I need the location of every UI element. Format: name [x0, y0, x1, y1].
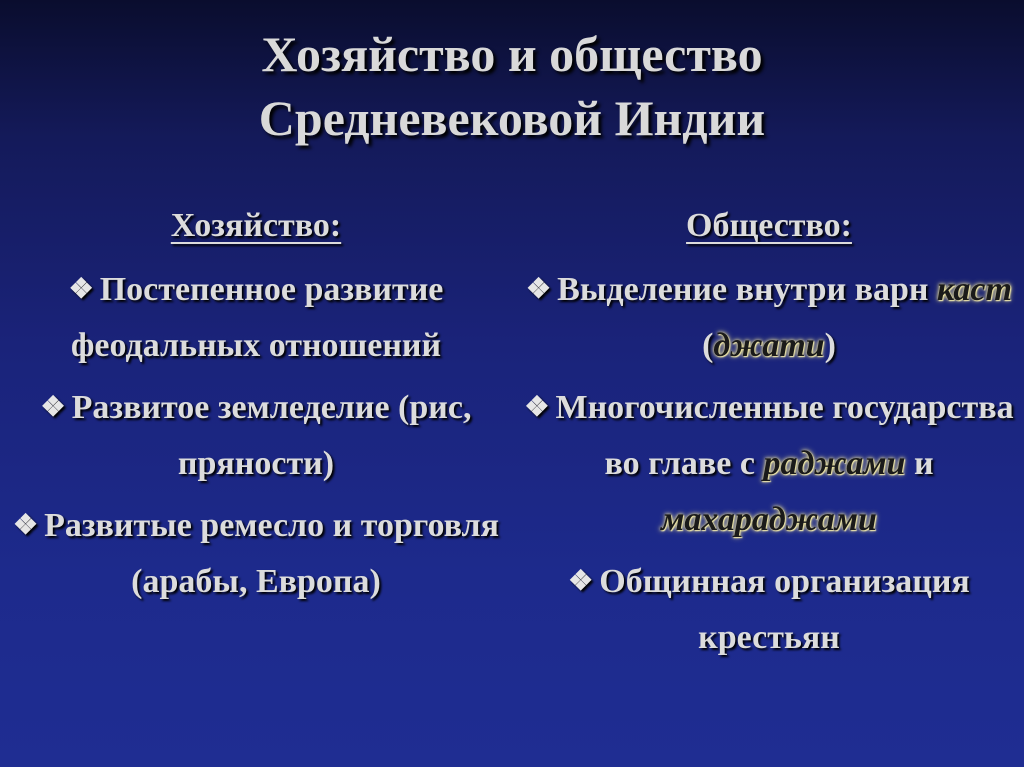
highlight-term: каст [937, 271, 1012, 308]
economy-item-text: Постепенное развитие феодальных отношений [70, 271, 444, 364]
highlight-term: раджами [763, 445, 906, 482]
diamond-bullet-icon: ❖ [568, 566, 594, 597]
diamond-bullet-icon: ❖ [12, 510, 39, 541]
society-item-community [522, 554, 1016, 666]
society-column [522, 198, 1016, 672]
diamond-bullet-icon: ❖ [68, 274, 94, 305]
economy-item-feudal [10, 262, 502, 374]
slide-title [0, 22, 1024, 150]
society-item-states [522, 380, 1016, 548]
society-item-text: Выделение внутри варн [557, 271, 938, 308]
diamond-bullet-icon: ❖ [40, 392, 66, 423]
highlight-term: джати [713, 327, 825, 364]
society-item-text: Общинная организация крестьян [599, 563, 970, 656]
title-line-1: Хозяйство и общество [261, 26, 763, 82]
society-item-text: ) [824, 327, 836, 364]
diamond-bullet-icon: ❖ [526, 274, 552, 305]
economy-item-text: Развитые ремесло и торговля (арабы, Европа) [44, 507, 500, 600]
society-item-castes [522, 262, 1016, 374]
economy-item-agriculture [10, 380, 502, 492]
economy-column [10, 198, 502, 616]
economy-item-trade [10, 498, 502, 610]
society-item-text: Многочисленные государства во главе с [555, 389, 1014, 482]
title-line-2: Средневековой Индии [258, 90, 766, 146]
society-item-text: ( [702, 327, 714, 364]
economy-item-text: Развитое земледелие (рис, пряности) [71, 389, 472, 482]
economy-heading: Хозяйство: [170, 207, 342, 244]
society-heading: Общество: [686, 207, 852, 244]
highlight-term: махараджами [661, 501, 877, 538]
diamond-bullet-icon: ❖ [524, 392, 550, 423]
society-item-text: и [905, 445, 934, 482]
